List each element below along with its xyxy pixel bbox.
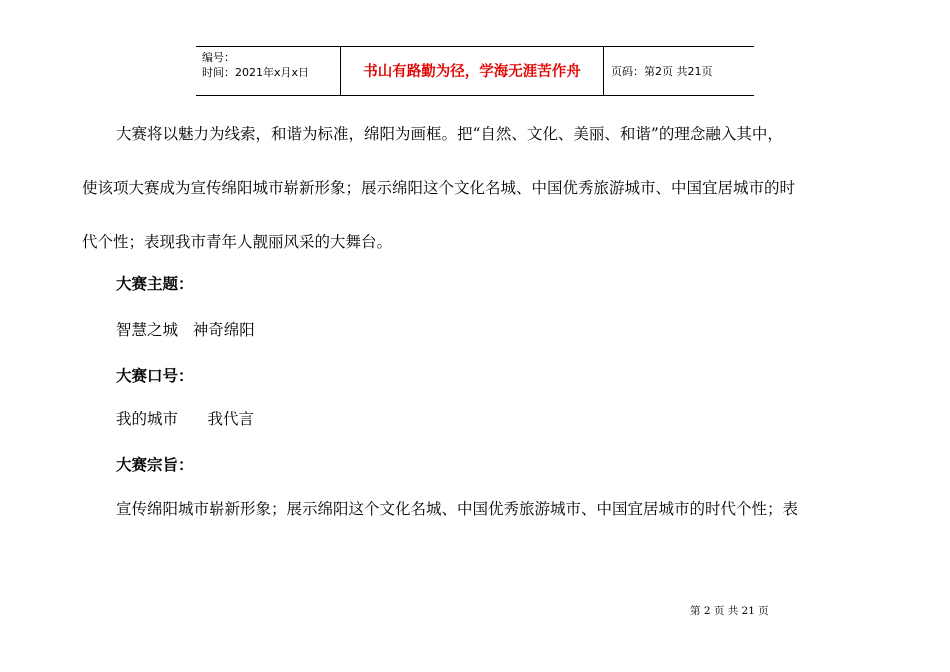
slogan-text: 我的城市 我代言 <box>116 410 255 428</box>
header-page-cell <box>604 47 754 95</box>
motto-text: 书山有路勤为径，学海无涯苦作舟 <box>363 63 581 80</box>
purpose-text: 宣传绵阳城市崭新形象；展示绵阳这个文化名城、中国优秀旅游城市、中国宜居城市的时代个性；表 <box>116 500 799 518</box>
serial-label: 编号： <box>202 51 235 64</box>
intro-line-2: 使该项大赛成为宣传绵阳城市崭新形象；展示绵阳这个文化名城、中国优秀旅游城市、中国宜居城市的时 <box>82 179 796 197</box>
intro-line-3: 代个性；表现我市青年人靓丽风采的大舞台。 <box>82 233 393 251</box>
page-info: 页码：第2页 共21页 <box>611 64 713 78</box>
theme-text: 智慧之城 神奇绵阳 <box>116 321 255 339</box>
theme-heading: 大赛主题： <box>116 275 194 293</box>
time-label: 时间：2021年x月x日 <box>202 66 310 79</box>
slogan-heading: 大赛口号： <box>116 367 194 385</box>
page-footer: 第 2 页 共 21 页 <box>690 605 769 617</box>
header-motto-cell <box>340 47 604 95</box>
header-meta-cell <box>196 47 340 95</box>
intro-line-1: 大赛将以魅力为线索，和谐为标准，绵阳为画框。把“自然、文化、美丽、和谐”的理念融入其中， <box>116 125 783 143</box>
page-header <box>196 46 754 96</box>
purpose-heading: 大赛宗旨： <box>116 456 194 474</box>
